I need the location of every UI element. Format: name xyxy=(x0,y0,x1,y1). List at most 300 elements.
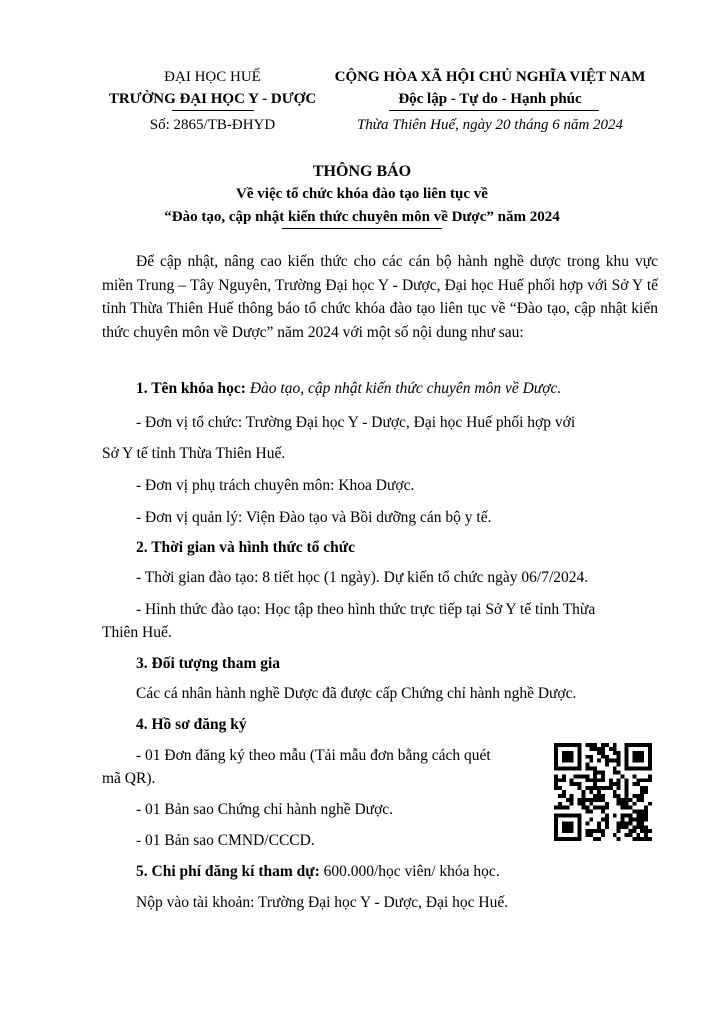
qr-module xyxy=(625,759,629,763)
nation-name: CỘNG HÒA XÃ HỘI CHỦ NGHĨA VIỆT NAM xyxy=(334,69,646,85)
qr-module xyxy=(605,759,609,763)
qr-module xyxy=(578,782,582,786)
qr-module xyxy=(554,759,558,763)
qr-module xyxy=(585,806,589,810)
qr-module xyxy=(621,817,625,821)
qr-module xyxy=(554,782,558,786)
qr-module xyxy=(581,794,585,798)
qr-module xyxy=(609,786,613,790)
university-name: ĐẠI HỌC HUẾ xyxy=(164,69,261,85)
qr-module xyxy=(570,767,574,771)
qr-module xyxy=(625,747,629,751)
dossier-item-1-line-2: mã QR). xyxy=(102,770,156,787)
qr-module xyxy=(589,755,593,759)
organizer-line-1: - Đơn vị tổ chức: Trường Đại học Y - Dược, Đại học Huế phối hợp với xyxy=(136,414,576,431)
qr-module xyxy=(617,825,621,829)
qr-module xyxy=(617,802,621,806)
qr-module xyxy=(585,786,589,790)
qr-module xyxy=(589,833,593,837)
national-motto: Độc lập - Tự do - Hạnh phúc xyxy=(398,91,582,107)
qr-module xyxy=(625,755,629,759)
qr-module xyxy=(644,790,648,794)
qr-module xyxy=(644,806,648,810)
qr-module xyxy=(601,798,605,802)
qr-module xyxy=(562,837,566,841)
qr-module xyxy=(581,802,585,806)
qr-module xyxy=(562,794,566,798)
qr-module xyxy=(578,763,582,767)
qr-module xyxy=(558,767,562,771)
qr-module xyxy=(625,794,629,798)
qr-module xyxy=(585,821,589,825)
qr-module xyxy=(621,774,625,778)
qr-module xyxy=(601,833,605,837)
qr-module xyxy=(625,802,629,806)
qr-module xyxy=(613,833,617,837)
section-1-title xyxy=(136,377,561,400)
qr-module xyxy=(554,763,558,767)
qr-module xyxy=(558,778,562,782)
qr-module xyxy=(566,743,570,747)
qr-module xyxy=(593,806,597,810)
qr-module xyxy=(558,794,562,798)
intro-block xyxy=(102,250,658,344)
qr-module xyxy=(636,743,640,747)
qr-module xyxy=(589,743,593,747)
qr-module xyxy=(601,755,605,759)
qr-module xyxy=(625,743,629,747)
qr-module xyxy=(554,825,558,829)
qr-module xyxy=(570,821,574,825)
manager-unit: - Đơn vị quản lý: Viện Đào tạo và Bồi dưỡng cán bộ y tế. xyxy=(136,509,492,526)
qr-module xyxy=(640,786,644,790)
qr-module xyxy=(613,770,617,774)
qr-module xyxy=(574,814,578,818)
qr-module xyxy=(621,798,625,802)
qr-module xyxy=(570,743,574,747)
qr-module xyxy=(554,817,558,821)
qr-module xyxy=(566,751,570,755)
qr-module xyxy=(609,747,613,751)
school-underline xyxy=(172,110,254,111)
qr-module xyxy=(617,751,621,755)
qr-module xyxy=(554,774,558,778)
qr-module xyxy=(644,767,648,771)
qr-module xyxy=(625,825,629,829)
qr-module xyxy=(578,747,582,751)
qr-module xyxy=(562,755,566,759)
qr-module xyxy=(574,837,578,841)
qr-module xyxy=(554,821,558,825)
qr-module xyxy=(578,759,582,763)
qr-module xyxy=(640,810,644,814)
qr-module xyxy=(632,751,636,755)
qr-module xyxy=(609,782,613,786)
qr-module xyxy=(601,770,605,774)
qr-module xyxy=(648,759,652,763)
qr-module xyxy=(554,755,558,759)
qr-module xyxy=(628,806,632,810)
qr-module xyxy=(585,833,589,837)
qr-module xyxy=(617,798,621,802)
qr-module xyxy=(632,794,636,798)
qr-module xyxy=(578,798,582,802)
qr-module xyxy=(617,821,621,825)
qr-module xyxy=(601,817,605,821)
qr-module xyxy=(566,829,570,833)
qr-module xyxy=(601,786,605,790)
qr-module xyxy=(648,778,652,782)
qr-module xyxy=(566,755,570,759)
qr-module xyxy=(570,755,574,759)
qr-module xyxy=(574,743,578,747)
qr-module xyxy=(562,829,566,833)
intro-paragraph: Để cập nhật, nâng cao kiến thức cho các cán bộ hành nghề dược trong khu vực miền Trung – Tây Nguyên, Trường Đại học Y - Dược, Đại học Huế phối hợp với Sở Y tế tỉnh Thừa Thiên Huế thông báo tổ chức khóa đào tạo liên tục về “Đào tạo, cập nhật kiến thức chuyên môn về Dược” năm 2024 với một số nội dung như sau: xyxy=(102,253,658,341)
qr-module xyxy=(566,837,570,841)
target-participants: Các cá nhân hành nghề Dược đã được cấp Chứng chỉ hành nghề Dược. xyxy=(136,685,577,702)
qr-module xyxy=(558,743,562,747)
qr-module xyxy=(632,810,636,814)
qr-module xyxy=(597,829,601,833)
qr-module xyxy=(578,755,582,759)
title-main: THÔNG BÁO xyxy=(312,163,412,180)
qr-module xyxy=(585,829,589,833)
qr-module xyxy=(648,747,652,751)
qr-module xyxy=(601,810,605,814)
qr-module xyxy=(578,837,582,841)
qr-module xyxy=(601,806,605,810)
qr-module xyxy=(636,794,640,798)
qr-module xyxy=(625,821,629,825)
qr-module xyxy=(593,770,597,774)
qr-module xyxy=(566,759,570,763)
qr-module xyxy=(617,837,621,841)
qr-module xyxy=(644,786,648,790)
qr-module xyxy=(597,770,601,774)
qr-module xyxy=(644,833,648,837)
qr-module xyxy=(636,817,640,821)
qr-module xyxy=(636,798,640,802)
qr-module xyxy=(593,837,597,841)
qr-module xyxy=(621,821,625,825)
qr-module xyxy=(570,794,574,798)
qr-module xyxy=(605,763,609,767)
qr-module xyxy=(648,743,652,747)
qr-module xyxy=(640,814,644,818)
qr-module xyxy=(562,790,566,794)
qr-module xyxy=(613,814,617,818)
qr-module xyxy=(589,810,593,814)
qr-module xyxy=(605,802,609,806)
qr-module xyxy=(640,767,644,771)
qr-module xyxy=(640,743,644,747)
qr-module xyxy=(640,825,644,829)
place-date: Thừa Thiên Huế, ngày 20 tháng 6 năm 2024 xyxy=(356,117,624,133)
qr-module xyxy=(570,814,574,818)
qr-module xyxy=(636,751,640,755)
qr-module xyxy=(562,774,566,778)
qr-module xyxy=(554,751,558,755)
qr-module xyxy=(640,759,644,763)
qr-module xyxy=(570,778,574,782)
section-4-heading: 4. Hồ sơ đăng ký xyxy=(136,716,247,733)
qr-module xyxy=(558,802,562,806)
qr-module xyxy=(562,767,566,771)
qr-module xyxy=(578,802,582,806)
qr-module xyxy=(597,806,601,810)
qr-module xyxy=(613,782,617,786)
title-line-1: Về việc tổ chức khóa đào tạo liên tục về xyxy=(236,186,488,202)
qr-module xyxy=(585,763,589,767)
qr-module xyxy=(613,747,617,751)
qr-module xyxy=(636,810,640,814)
expert-unit: - Đơn vị phụ trách chuyên môn: Khoa Dược. xyxy=(136,477,415,494)
qr-module xyxy=(589,829,593,833)
qr-module xyxy=(617,786,621,790)
section-5-title xyxy=(136,860,500,883)
qr-module xyxy=(636,782,640,786)
qr-module xyxy=(597,759,601,763)
qr-module xyxy=(636,825,640,829)
qr-module xyxy=(625,763,629,767)
qr-module xyxy=(609,778,613,782)
motto-underline xyxy=(389,110,599,111)
qr-module xyxy=(593,767,597,771)
qr-module xyxy=(554,833,558,837)
qr-module xyxy=(554,767,558,771)
qr-module xyxy=(562,814,566,818)
qr-module xyxy=(601,829,605,833)
qr-module xyxy=(617,829,621,833)
qr-module xyxy=(558,814,562,818)
qr-module xyxy=(648,751,652,755)
qr-module xyxy=(613,743,617,747)
qr-module xyxy=(593,747,597,751)
qr-module xyxy=(578,829,582,833)
qr-module xyxy=(605,817,609,821)
qr-module xyxy=(558,786,562,790)
qr-module xyxy=(605,786,609,790)
qr-module xyxy=(589,817,593,821)
qr-module xyxy=(585,774,589,778)
qr-module xyxy=(632,759,636,763)
qr-module xyxy=(644,829,648,833)
qr-module xyxy=(625,833,629,837)
qr-module xyxy=(570,802,574,806)
qr-module xyxy=(625,786,629,790)
qr-module xyxy=(570,825,574,829)
qr-module xyxy=(585,743,589,747)
qr-module xyxy=(558,837,562,841)
qr-module xyxy=(562,759,566,763)
dossier-item-1-line-1: - 01 Đơn đăng ký theo mẫu (Tải mẫu đơn bằng cách quét xyxy=(136,747,491,764)
qr-module xyxy=(621,802,625,806)
organizer-line-2: Sở Y tế tỉnh Thừa Thiên Huế. xyxy=(102,445,286,462)
qr-module xyxy=(578,833,582,837)
qr-module xyxy=(574,774,578,778)
qr-module xyxy=(578,774,582,778)
qr-module xyxy=(581,774,585,778)
qr-module xyxy=(621,814,625,818)
qr-module xyxy=(570,759,574,763)
qr-module xyxy=(636,759,640,763)
qr-module xyxy=(644,837,648,841)
qr-module xyxy=(644,817,648,821)
qr-module xyxy=(628,833,632,837)
qr-module xyxy=(625,782,629,786)
qr-module xyxy=(562,825,566,829)
qr-module xyxy=(589,767,593,771)
training-form-line-1: - Hình thức đào tạo: Học tập theo hình thức trực tiếp tại Sở Y tế tỉnh Thừa xyxy=(136,601,596,618)
qr-module xyxy=(597,821,601,825)
qr-module xyxy=(585,778,589,782)
qr-module xyxy=(640,829,644,833)
qr-module xyxy=(566,798,570,802)
qr-module xyxy=(648,755,652,759)
qr-module xyxy=(605,806,609,810)
qr-module xyxy=(632,837,636,841)
qr-module xyxy=(562,751,566,755)
qr-module xyxy=(617,763,621,767)
qr-module xyxy=(636,755,640,759)
qr-module xyxy=(601,751,605,755)
qr-module xyxy=(589,786,593,790)
qr-module xyxy=(640,778,644,782)
qr-module xyxy=(589,778,593,782)
qr-module xyxy=(632,755,636,759)
qr-module xyxy=(597,825,601,829)
qr-module xyxy=(593,794,597,798)
qr-module xyxy=(617,759,621,763)
qr-module xyxy=(644,778,648,782)
qr-module xyxy=(617,755,621,759)
qr-module xyxy=(578,825,582,829)
qr-module xyxy=(589,790,593,794)
qr-module xyxy=(613,759,617,763)
qr-module xyxy=(554,743,558,747)
qr-module xyxy=(589,802,593,806)
qr-module xyxy=(601,743,605,747)
qr-module xyxy=(601,774,605,778)
qr-module xyxy=(632,774,636,778)
qr-code-icon[interactable] xyxy=(554,743,652,841)
qr-module xyxy=(578,817,582,821)
qr-module xyxy=(554,814,558,818)
qr-module xyxy=(562,821,566,825)
qr-module xyxy=(597,794,601,798)
qr-module xyxy=(640,821,644,825)
qr-module xyxy=(601,778,605,782)
qr-module xyxy=(585,798,589,802)
qr-module xyxy=(648,802,652,806)
qr-module xyxy=(585,755,589,759)
qr-module xyxy=(605,825,609,829)
qr-module xyxy=(628,814,632,818)
qr-module xyxy=(636,814,640,818)
qr-module xyxy=(632,743,636,747)
header-right xyxy=(330,66,650,136)
section-3-heading: 3. Đối tượng tham gia xyxy=(136,655,281,672)
qr-module xyxy=(644,825,648,829)
qr-module xyxy=(644,743,648,747)
qr-module xyxy=(593,743,597,747)
document-number: Số: 2865/TB-ĐHYD xyxy=(149,117,276,133)
qr-module xyxy=(593,798,597,802)
qr-module xyxy=(613,794,617,798)
qr-module xyxy=(605,755,609,759)
qr-module xyxy=(593,782,597,786)
qr-module xyxy=(554,837,558,841)
qr-module xyxy=(640,817,644,821)
qr-module xyxy=(621,806,625,810)
qr-module xyxy=(640,798,644,802)
qr-module xyxy=(593,829,597,833)
qr-module xyxy=(578,814,582,818)
qr-module xyxy=(554,829,558,833)
qr-module xyxy=(601,747,605,751)
qr-module xyxy=(578,767,582,771)
qr-module xyxy=(632,825,636,829)
qr-module xyxy=(625,814,629,818)
qr-module xyxy=(570,829,574,833)
section-2-heading: 2. Thời gian và hình thức tổ chức xyxy=(136,539,355,556)
qr-module xyxy=(632,802,636,806)
qr-module xyxy=(628,743,632,747)
qr-module xyxy=(605,821,609,825)
qr-module xyxy=(566,806,570,810)
qr-module xyxy=(558,806,562,810)
dossier-item-3: - 01 Bản sao CMND/CCCD. xyxy=(136,832,315,849)
qr-module xyxy=(554,786,558,790)
qr-module xyxy=(632,767,636,771)
qr-module xyxy=(566,821,570,825)
qr-module xyxy=(562,743,566,747)
qr-module xyxy=(578,751,582,755)
qr-module xyxy=(617,782,621,786)
school-name: TRƯỜNG ĐẠI HỌC Y - DƯỢC xyxy=(108,91,317,107)
qr-module xyxy=(636,837,640,841)
qr-module xyxy=(625,798,629,802)
qr-module xyxy=(589,798,593,802)
qr-module xyxy=(628,767,632,771)
qr-module xyxy=(589,759,593,763)
qr-module xyxy=(640,790,644,794)
section-1-heading: 1. Tên khóa học: xyxy=(136,380,246,397)
qr-module xyxy=(597,747,601,751)
qr-module xyxy=(617,778,621,782)
qr-module xyxy=(648,763,652,767)
qr-module xyxy=(648,767,652,771)
qr-module xyxy=(625,767,629,771)
qr-module xyxy=(621,825,625,829)
qr-module xyxy=(636,833,640,837)
qr-module xyxy=(570,837,574,841)
qr-module xyxy=(625,790,629,794)
qr-module xyxy=(644,810,648,814)
qr-module xyxy=(636,767,640,771)
payment-account: Nộp vào tài khoản: Trường Đại học Y - Dược, Đại học Huế. xyxy=(136,894,509,911)
qr-module xyxy=(640,751,644,755)
announcement-title xyxy=(0,160,724,229)
qr-module xyxy=(566,767,570,771)
qr-module xyxy=(574,782,578,786)
qr-module xyxy=(605,743,609,747)
qr-module xyxy=(648,829,652,833)
qr-module xyxy=(632,829,636,833)
qr-module xyxy=(628,829,632,833)
course-name: Đào tạo, cập nhật kiến thức chuyên môn về Dược. xyxy=(249,380,562,397)
qr-module xyxy=(648,837,652,841)
